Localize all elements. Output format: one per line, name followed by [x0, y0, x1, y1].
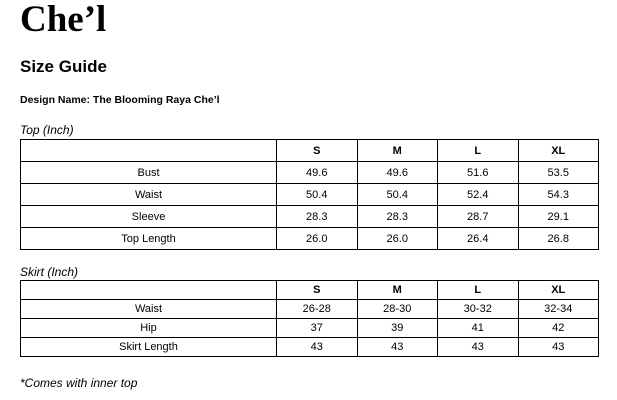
page-title: Size Guide [20, 57, 107, 76]
skirt-size-table [20, 280, 599, 357]
table-cell: 32-34 [518, 300, 599, 319]
table-cell: 50.4 [357, 184, 438, 206]
table-cell: 28.3 [277, 206, 358, 228]
table-row [21, 162, 599, 184]
header-cell: XL [518, 281, 599, 300]
row-label: Hip [21, 319, 277, 338]
header-cell: S [277, 140, 358, 162]
table-cell: 52.4 [438, 184, 519, 206]
table-header-row [21, 140, 599, 162]
row-label: Waist [21, 300, 277, 319]
row-label: Skirt Length [21, 338, 277, 357]
header-cell: S [277, 281, 358, 300]
table-cell: 28.3 [357, 206, 438, 228]
table-cell: 51.6 [438, 162, 519, 184]
top-section-title: Top (Inch) [20, 123, 74, 137]
table-row [21, 338, 599, 357]
skirt-section-title: Skirt (Inch) [20, 265, 79, 279]
table-cell: 50.4 [277, 184, 358, 206]
table-header-row [21, 281, 599, 300]
table-cell: 43 [518, 338, 599, 357]
table-cell: 26.8 [518, 228, 599, 250]
row-label: Waist [21, 184, 277, 206]
table-cell: 43 [357, 338, 438, 357]
table-cell: 43 [277, 338, 358, 357]
table-cell: 37 [277, 319, 358, 338]
footnote: *Comes with inner top [20, 376, 138, 390]
top-size-table [20, 139, 599, 250]
row-label: Bust [21, 162, 277, 184]
table-cell: 30-32 [438, 300, 519, 319]
row-label: Sleeve [21, 206, 277, 228]
table-cell: 54.3 [518, 184, 599, 206]
table-row [21, 228, 599, 250]
table-cell: 49.6 [277, 162, 358, 184]
table-cell: 43 [438, 338, 519, 357]
table-cell: 42 [518, 319, 599, 338]
table-cell: 41 [438, 319, 519, 338]
header-cell: L [438, 281, 519, 300]
header-cell [21, 140, 277, 162]
brand-logo: Che’l [20, 0, 107, 40]
header-cell [21, 281, 277, 300]
table-row [21, 184, 599, 206]
table-cell: 53.5 [518, 162, 599, 184]
table-cell: 26.0 [277, 228, 358, 250]
design-name: Design Name: The Blooming Raya Che’l [20, 94, 220, 106]
header-cell: M [357, 140, 438, 162]
header-cell: M [357, 281, 438, 300]
table-cell: 39 [357, 319, 438, 338]
table-cell: 26.0 [357, 228, 438, 250]
table-cell: 28-30 [357, 300, 438, 319]
table-cell: 29.1 [518, 206, 599, 228]
row-label: Top Length [21, 228, 277, 250]
table-cell: 28.7 [438, 206, 519, 228]
table-row [21, 319, 599, 338]
table-row [21, 300, 599, 319]
table-cell: 26-28 [277, 300, 358, 319]
header-cell: XL [518, 140, 599, 162]
table-cell: 49.6 [357, 162, 438, 184]
header-cell: L [438, 140, 519, 162]
table-row [21, 206, 599, 228]
table-cell: 26.4 [438, 228, 519, 250]
